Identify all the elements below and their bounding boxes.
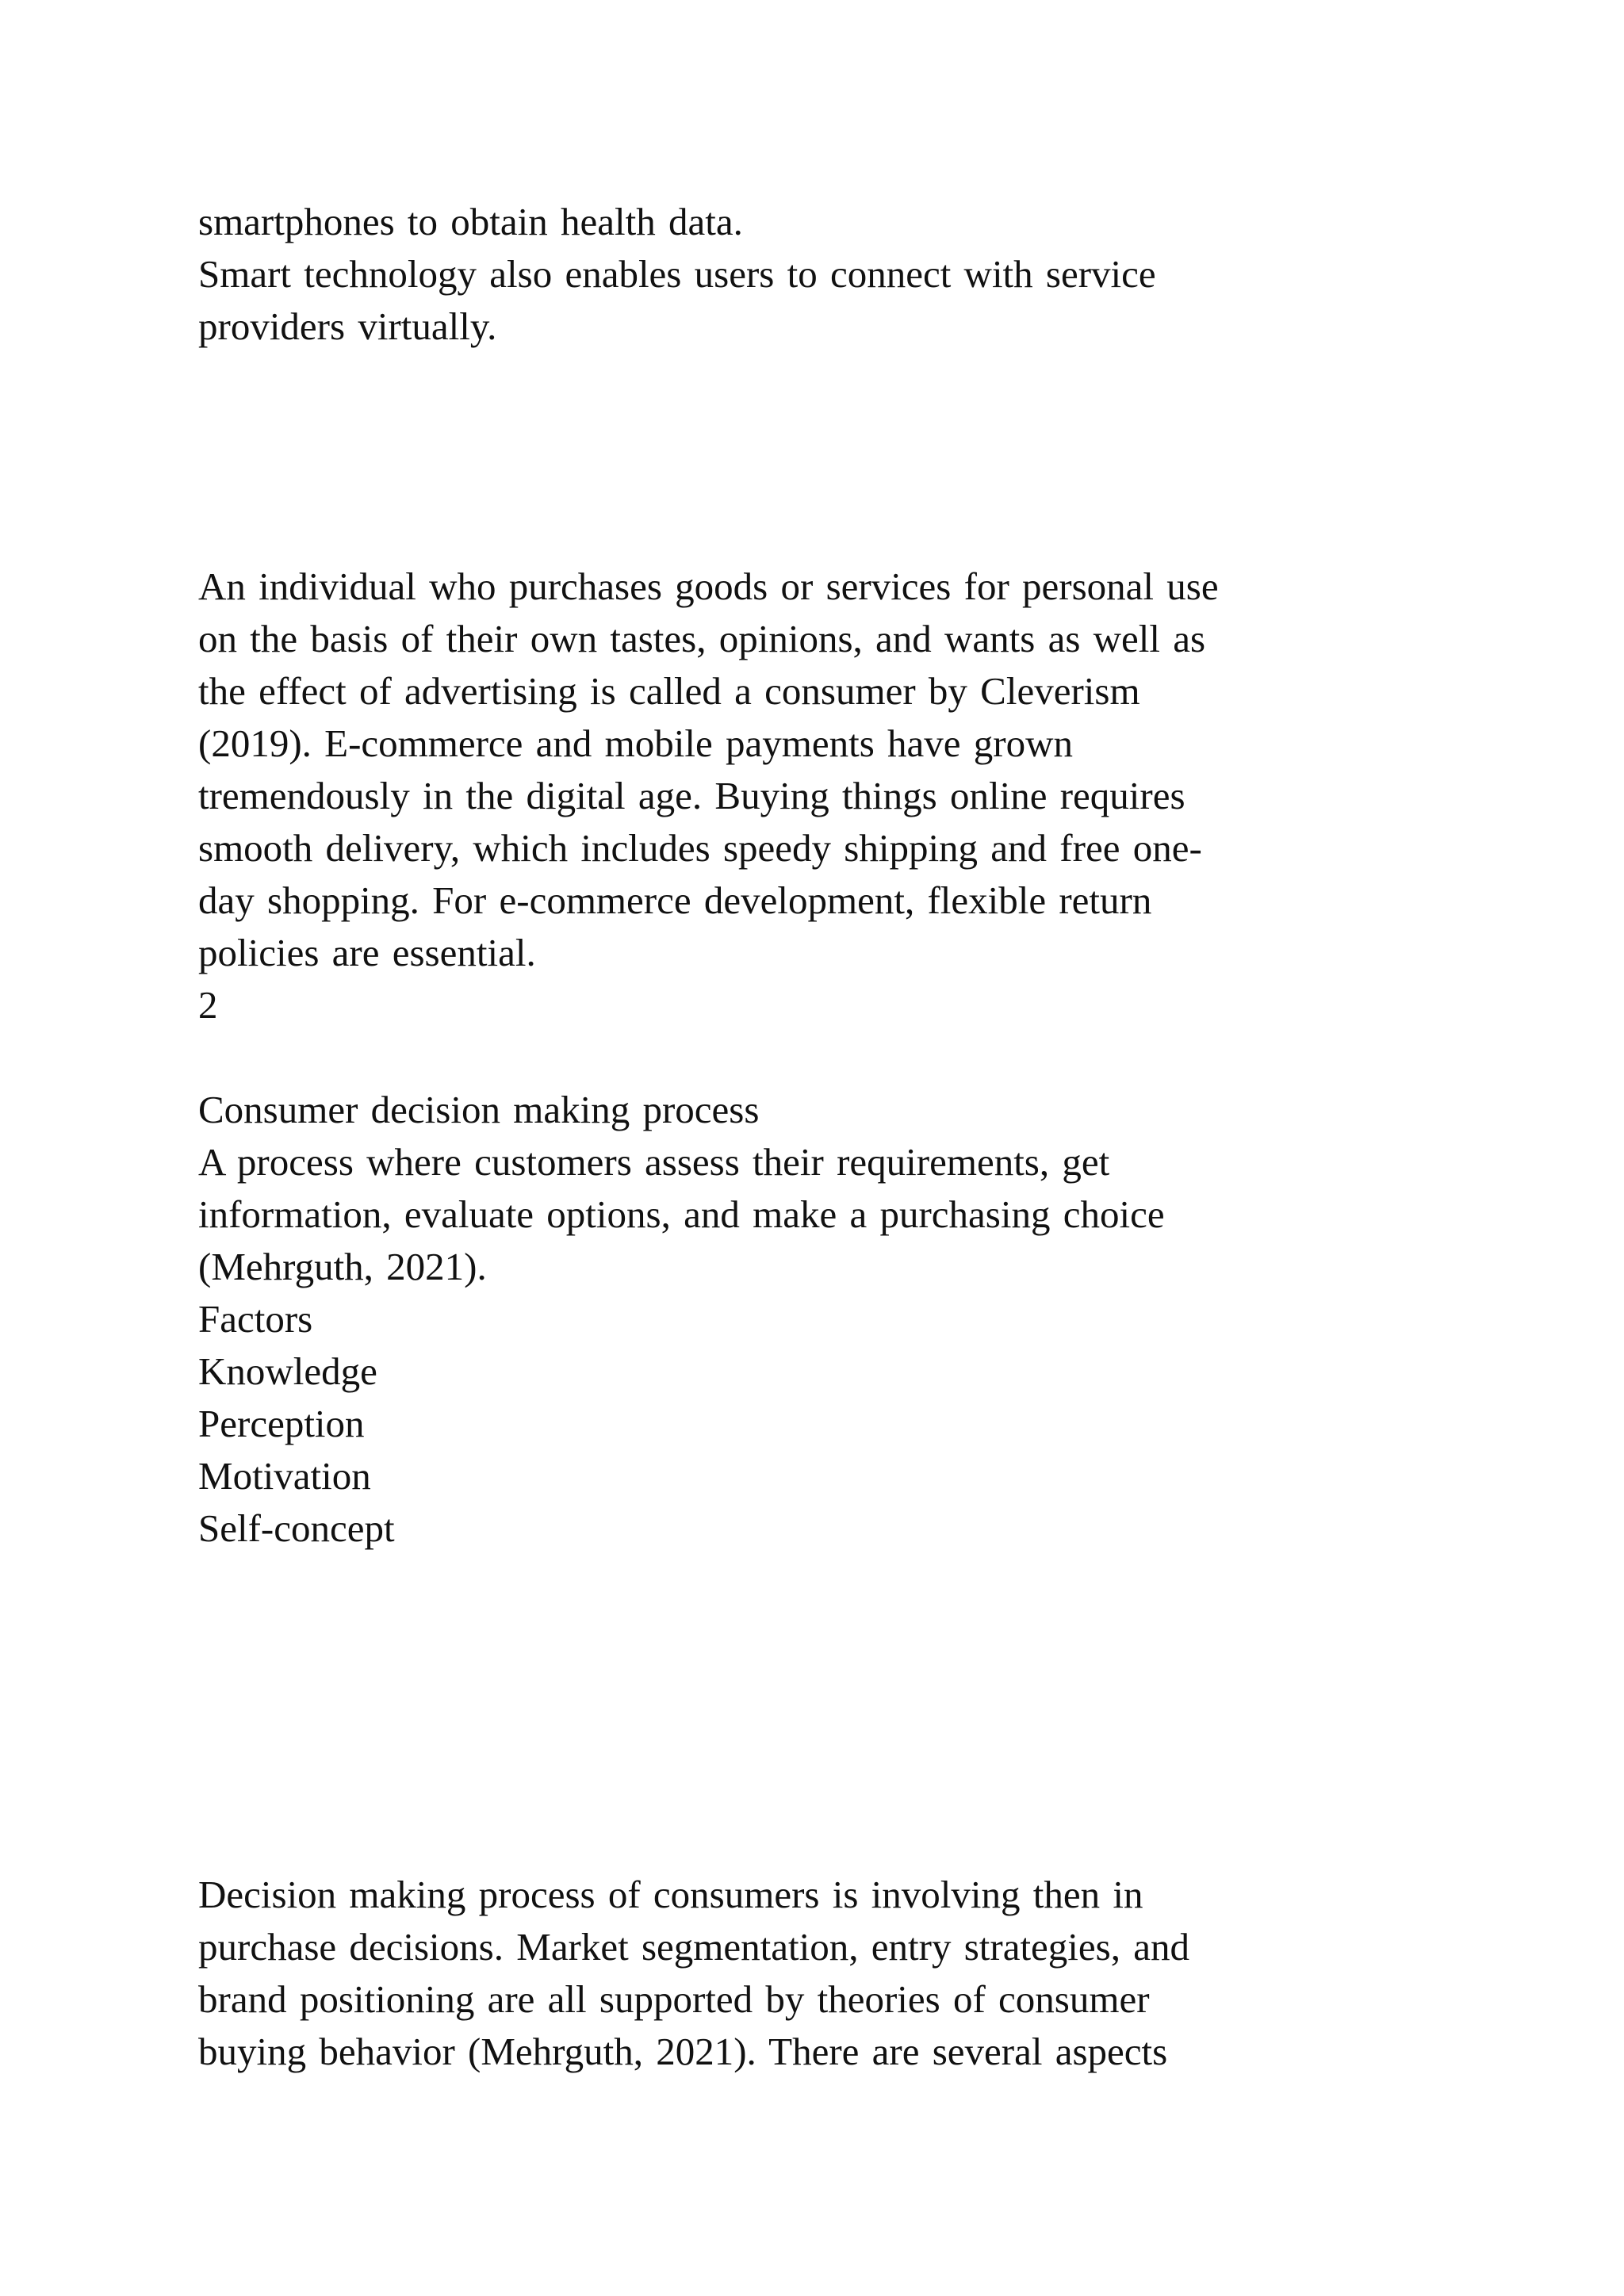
text-line: day shopping. For e-commerce development, flexible return [198,878,1152,922]
text-line: Smart technology also enables users to connect with service [198,252,1156,296]
text-line: smooth delivery, which includes speedy shipping and free one- [198,826,1202,870]
text-line: buying behavior (Mehrguth, 2021). There are several aspects [198,2030,1168,2073]
text-line: tremendously in the digital age. Buying things online requires [198,774,1185,817]
text-line: policies are essential. [198,931,536,974]
text-line: brand positioning are all supported by theories of consumer [198,1977,1150,2021]
text-line: Decision making process of consumers is involving then in [198,1873,1143,1916]
list-item: Perception [198,1402,365,1445]
section-heading: Consumer decision making process [198,1088,760,1131]
text-line: smartphones to obtain health data. [198,200,743,243]
text-line: An individual who purchases goods or services for personal use [198,564,1219,608]
text-line: information, evaluate options, and make a purchasing choice [198,1192,1165,1236]
list-item: Self-concept [198,1506,395,1550]
text-line: A process where customers assess their requirements, get [198,1140,1110,1184]
text-line: Factors [198,1297,313,1341]
page-number: 2 [198,983,218,1027]
list-item: Motivation [198,1454,371,1498]
list-item: Knowledge [198,1349,377,1393]
text-line: purchase decisions. Market segmentation, entry strategies, and [198,1925,1189,1969]
text-line: (2019). E-commerce and mobile payments have grown [198,721,1074,765]
text-line: the effect of advertising is called a consumer by Cleverism [198,669,1140,713]
text-line: (Mehrguth, 2021). [198,1245,487,1288]
text-line: on the basis of their own tastes, opinions, and wants as well as [198,617,1206,660]
text-line: providers virtually. [198,304,497,348]
